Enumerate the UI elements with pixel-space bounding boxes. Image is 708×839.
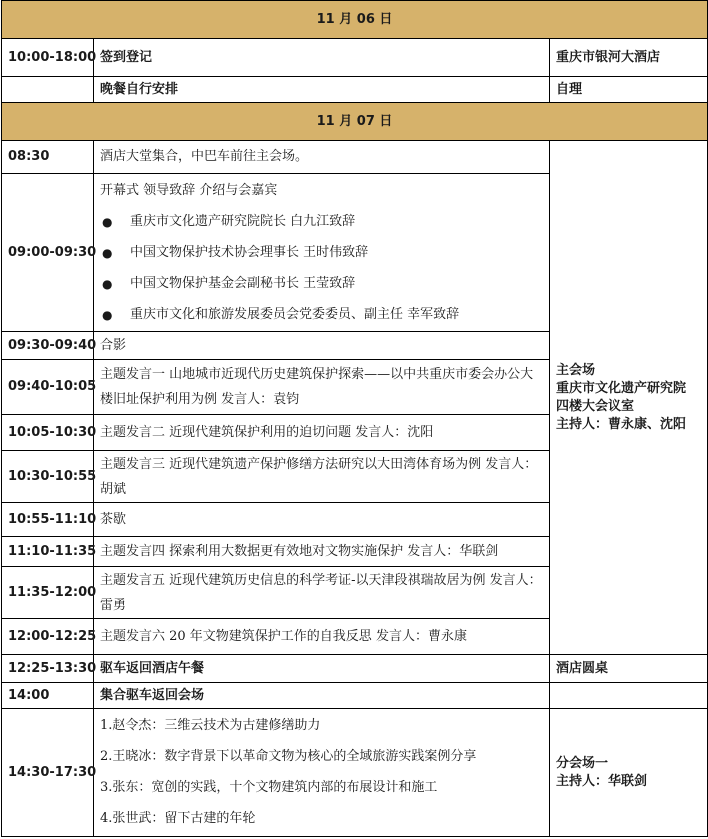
time-cell: 10:00-18:00 [2,39,94,77]
venue-cell: 酒店圆桌 [550,655,708,683]
table-row [2,39,708,77]
bullet-icon: ● [102,214,113,229]
sub-venue-title: 分会场一 [556,755,609,771]
bullet-icon: ● [102,276,113,291]
list-item-text: 中国文物保护技术协会理事长 王时伟致辞 [130,244,369,260]
content-cell: 主题发言一 山地城市近现代历史建筑保护探索——以中共重庆市委会办公大楼旧址保护利用为例 发言人：袁钧 [94,360,550,415]
table-row [2,683,708,709]
table-row [2,655,708,683]
bullet-icon: ● [102,245,113,260]
main-venue-cell [550,141,708,655]
time-cell: 11:10-11:35 [2,537,94,567]
content-cell: 合影 [94,332,550,360]
venue-cell: 自理 [550,77,708,103]
time-cell: 09:00-09:30 [2,174,94,332]
list-item-text: 中国文物保护基金会副秘书长 王莹致辞 [130,275,356,291]
table-row [2,709,708,837]
content-cell: 茶歇 [94,503,550,537]
time-cell: 10:05-10:30 [2,415,94,451]
main-venue-host: 主持人：曹永康、沈阳 [556,416,687,432]
bullet-icon: ● [102,307,113,322]
content-cell: 酒店大堂集合，中巴车前往主会场。 [94,141,550,174]
time-cell [2,77,94,103]
sub-venue-cell [550,709,708,837]
content-cell: 主题发言四 探索利用大数据更有效地对文物实施保护 发言人：华联剑 [94,537,550,567]
list-item: 4.张世武：留下古建的年轮 [100,811,256,826]
list-item [100,206,543,237]
time-cell: 10:55-11:10 [2,503,94,537]
time-cell: 14:30-17:30 [2,709,94,837]
time-cell: 12:25-13:30 [2,655,94,683]
content-cell: 主题发言二 近现代建筑保护利用的迫切问题 发言人：沈阳 [94,415,550,451]
list-item: 1.赵令杰：三维云技术为古建修缮助力 [100,718,321,733]
list-item: 2.王晓冰：数字背景下以革命文物为核心的全域旅游实践案例分享 [100,749,477,764]
main-venue-title: 主会场 [556,362,596,378]
venue-cell: 重庆市银河大酒店 [550,39,708,77]
content-cell: 驱车返回酒店午餐 [94,655,550,683]
content-cell: 主题发言五 近现代建筑历史信息的科学考证-以天津段祺瑞故居为例 发言人：雷勇 [94,567,550,619]
content-cell: 签到登记 [94,39,550,77]
time-cell: 09:40-10:05 [2,360,94,415]
main-venue-room: 四楼大会议室 [556,398,635,414]
time-cell: 08:30 [2,141,94,174]
schedule-table [1,0,708,837]
time-cell: 12:00-12:25 [2,619,94,655]
list-item [100,299,543,330]
day-header-row [2,103,708,141]
day-header-row [2,1,708,39]
content-cell [94,709,550,837]
list-item: 3.张东：宽创的实践，十个文物建筑内部的布展设计和施工 [100,780,438,795]
time-cell: 11:35-12:00 [2,567,94,619]
venue-cell [550,683,708,709]
opening-intro: 开幕式 领导致辞 介绍与会嘉宾 [100,182,278,198]
time-cell: 09:30-09:40 [2,332,94,360]
time-cell: 14:00 [2,683,94,709]
content-cell [94,174,550,332]
list-item-text: 重庆市文化遗产研究院院长 白九江致辞 [130,213,356,229]
content-cell: 主题发言三 近现代建筑遗产保护修缮方法研究以大田湾体育场为例 发言人：胡斌 [94,451,550,503]
content-cell: 主题发言六 20 年文物建筑保护工作的自我反思 发言人：曹永康 [94,619,550,655]
list-item-text: 重庆市文化和旅游发展委员会党委委员、副主任 幸军致辞 [130,306,460,322]
content-cell: 晚餐自行安排 [94,77,550,103]
table-row [2,77,708,103]
sub-venue-host: 主持人：华联剑 [556,773,648,789]
list-item [100,268,543,299]
day-header: 11 月 07 日 [2,103,708,141]
content-cell: 集合驱车返回会场 [94,683,550,709]
day-header: 11 月 06 日 [2,1,708,39]
main-venue-org: 重庆市文化遗产研究院 [556,380,687,396]
table-row [2,141,708,174]
time-cell: 10:30-10:55 [2,451,94,503]
list-item [100,237,543,268]
